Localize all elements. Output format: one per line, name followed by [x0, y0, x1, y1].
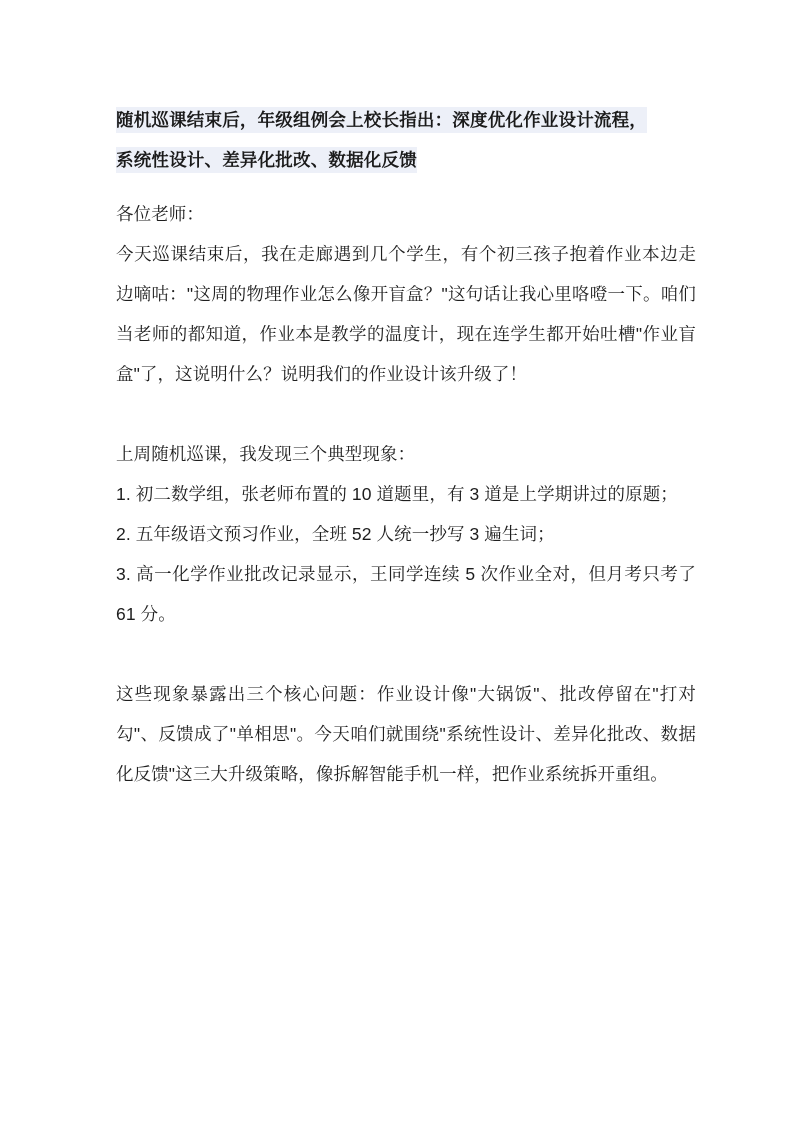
- paragraph-problems: 这些现象暴露出三个核心问题：作业设计像"大锅饭"、批改停留在"打对勾"、反馈成了"单相思"。今天咱们就围绕"系统性设计、差异化批改、数据化反馈"这三大升级策略，像拆解智能手机一样，把作业系统拆开重组。: [116, 684, 696, 784]
- paragraph-spacer-2: [116, 634, 696, 674]
- list-item: 2. 五年级语文预习作业，全班 52 人统一抄写 3 遍生词；: [116, 524, 555, 544]
- salutation: 各位老师：: [116, 204, 204, 224]
- title-line-2: 系统性设计、差异化批改、数据化反馈: [116, 147, 417, 173]
- list-item: 3. 高一化学作业批改记录显示，王同学连续 5 次作业全对，但月考只考了 61 分。: [116, 564, 696, 624]
- paragraph-opening: 今天巡课结束后，我在走廊遇到几个学生，有个初三孩子抱着作业本边走边嘀咕："这周的物理作业怎么像开盲盒？"这句话让我心里咯噔一下。咱们当老师的都知道，作业本是教学的温度计，现在连学生都开始吐槽"作业盲盒"了，这说明什么？说明我们的作业设计该升级了！: [116, 244, 696, 384]
- observations-intro: 上周随机巡课，我发现三个典型现象：: [116, 444, 416, 464]
- document-body: [116, 100, 696, 794]
- list-item: 1. 初二数学组，张老师布置的 10 道题里，有 3 道是上学期讲过的原题；: [116, 484, 678, 504]
- title-line-1: 随机巡课结束后，年级组例会上校长指出：深度优化作业设计流程，: [116, 107, 647, 133]
- paragraph-spacer-1: [116, 394, 696, 434]
- page-title: [116, 100, 696, 180]
